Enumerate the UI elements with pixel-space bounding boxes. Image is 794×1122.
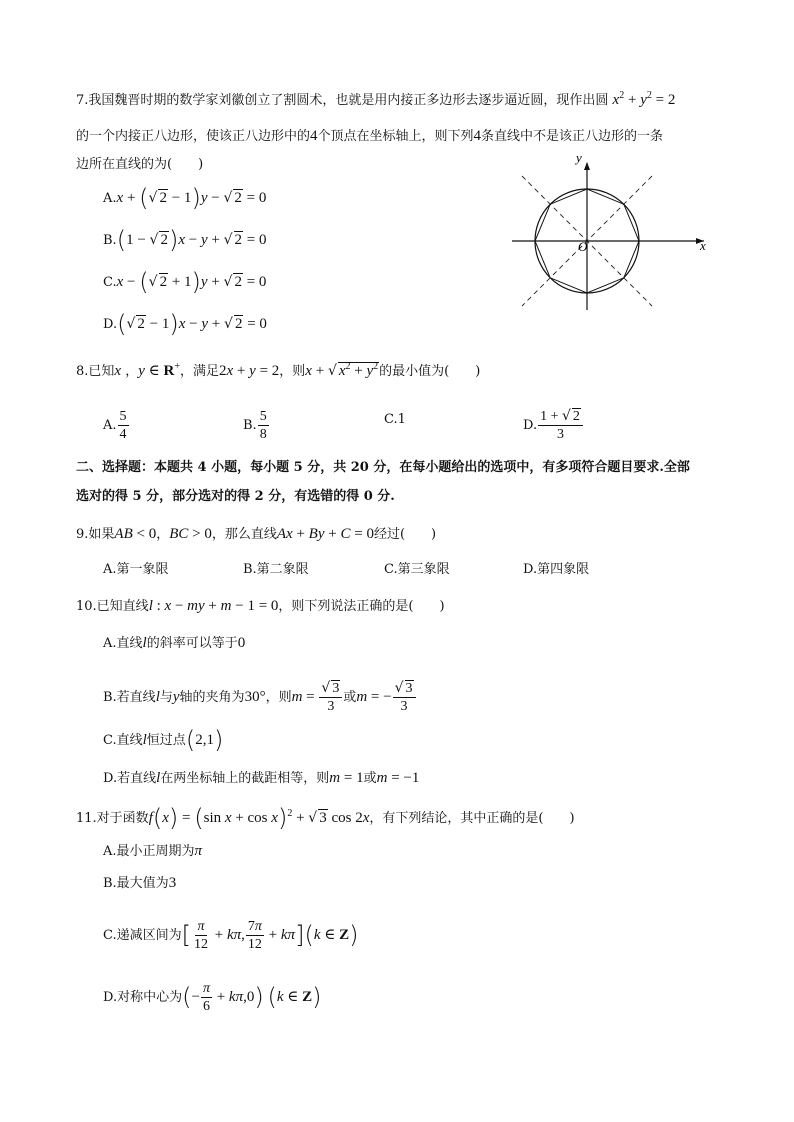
q10-stem: 10.已知直线l : x − my + m − 1 = 0，则下列说法正确的是( ) [76, 598, 445, 614]
q9-option-c[interactable]: C.第三象限 [384, 562, 450, 577]
origin-label: O [578, 239, 588, 254]
q8-stem: 8.已知x ，y ∈ R+，满足2x + y = 2，则x + √ $x^2 + y^2$的最小值为( ) [76, 361, 481, 379]
q8-option-d[interactable]: D. $\frac{1 + √ 2}{3}$ [523, 408, 584, 443]
q7-option-c[interactable]: C.x − (√ 2 + 1)y + √ 2 = 0 [103, 268, 267, 296]
q7-stem-line1: 7.我国魏晋时期的数学家刘徽创立了割圆术，也就是用内接正多边形去逐步逼近圆，现作出圆 $x^2 + y^2 = 2$ [76, 90, 676, 108]
q10-option-d[interactable]: D.若直线l在两坐标轴上的截距相等，则m = 1或m = −1 [103, 770, 420, 786]
x-axis-label: x [700, 238, 706, 253]
section2-heading-line1: 二、选择题：本题共 4 小题，每小题 5 分，共 20 分，在每小题给出的选项中，有多项符合题目要求.全部 [76, 460, 690, 475]
q9-option-b[interactable]: B.第二象限 [243, 562, 309, 577]
q10-option-c[interactable]: C.直线l恒过点(2,1) [103, 726, 224, 754]
q11-option-c[interactable]: C.递减区间为[ $\frac{\pi}{12}$ + kπ, $\frac{7\pi}{12}$ + kπ](k ∈ Z) [103, 919, 359, 952]
q10-option-a[interactable]: A.直线l的斜率可以等于0 [103, 635, 246, 651]
q7-stem-line3: 边所在直线的为( ) [76, 157, 204, 172]
octagon-figure [508, 150, 713, 315]
q10-option-b[interactable]: B.若直线l与y轴的夹角为30°，则m = $\frac{√ 3}{3}$ 或m = − $\frac{√ 3}{3}$ [103, 680, 417, 715]
q9-option-d[interactable]: D.第四象限 [523, 562, 590, 577]
q7-stem-line2: 的一个内接正八边形，使该正八边形中的4个顶点在坐标轴上，则下列4条直线中不是该正八边形的一条 [76, 128, 664, 144]
q11-stem: 11.对于函数f(x) = (sin x + cos x)$^2$ + √ 3 cos 2x，有下列结论，其中正确的是( ) [76, 804, 575, 832]
q8-option-b[interactable]: B. $\frac{5}{8}$ [243, 409, 267, 442]
q9-option-a[interactable]: A.第一象限 [103, 562, 169, 577]
q8-option-a[interactable]: A. $\frac{5}{4}$ [103, 409, 127, 442]
q8-option-c[interactable]: C.1 [384, 412, 406, 427]
q11-option-a[interactable]: A.最小正周期为π [103, 843, 203, 859]
section2-heading-line2: 选对的得 5 分，部分选对的得 2 分，有选错的得 0 分. [76, 489, 395, 504]
q7-option-b[interactable]: B.(1 − √ 2)x − y + √ 2 = 0 [103, 226, 267, 254]
q11-option-d[interactable]: D.对称中心为(− $\frac{\pi}{6}$ + kπ,0) (k ∈ Z) [103, 981, 322, 1014]
q7-option-d[interactable]: D.(√ 2 − 1)x − y + √ 2 = 0 [103, 310, 267, 338]
y-axis-label: y [576, 150, 582, 165]
circle-equation: $x^2 + y^2 = 2$ [612, 90, 676, 108]
q9-stem: 9.如果AB < 0，BC > 0，那么直线Ax + By + C = 0经过( ) [76, 526, 437, 542]
q7-option-a[interactable]: A.x + (√ 2 − 1)y − √ 2 = 0 [103, 184, 267, 212]
y-axis-arrow [584, 162, 590, 170]
q11-option-b[interactable]: B.最大值为3 [103, 875, 177, 891]
